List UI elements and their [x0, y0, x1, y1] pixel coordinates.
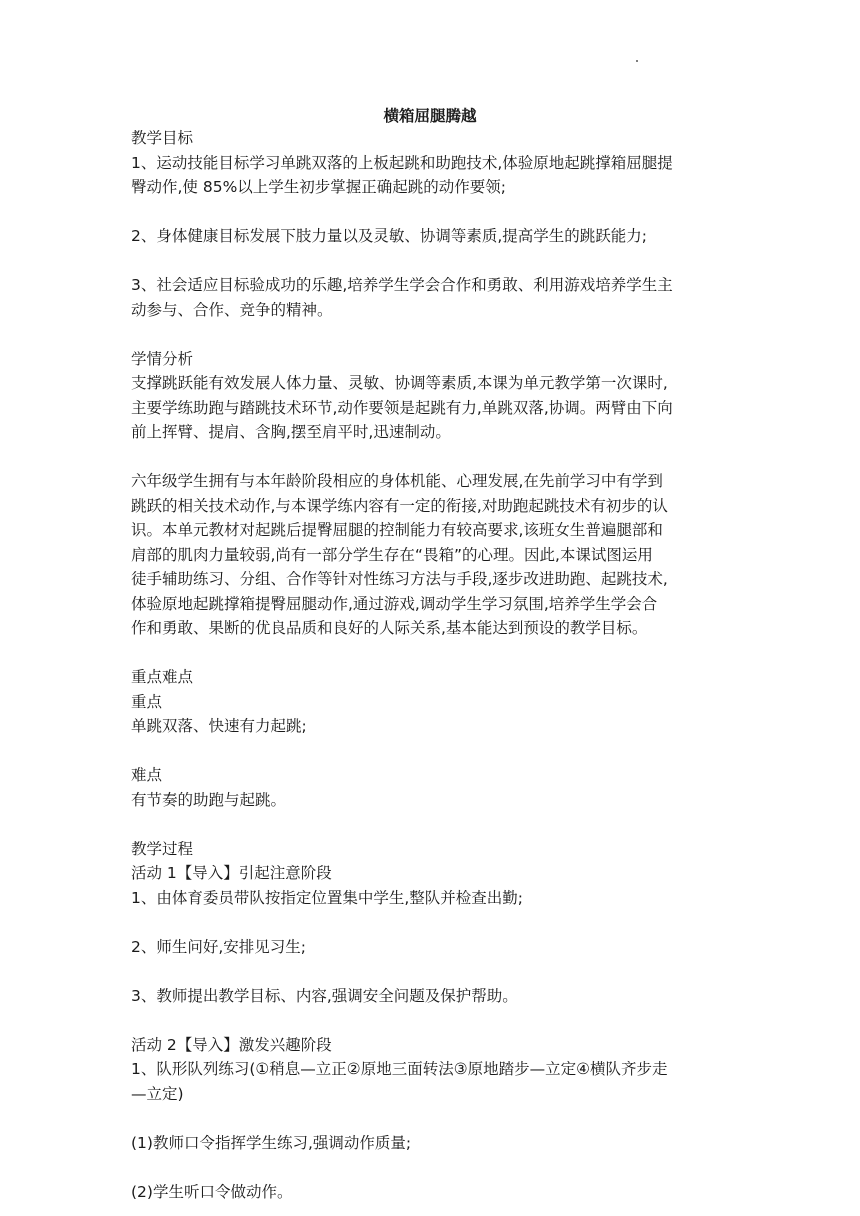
paragraph-gap — [131, 959, 731, 984]
paragraph-gap — [131, 739, 731, 764]
paragraph-gap — [131, 200, 731, 225]
text-line: 活动 1【导入】引起注意阶段 — [131, 864, 332, 882]
text-line: 1、队形队列练习(①稍息—立正②原地三面转法③原地踏步—立定④横队齐步走 — [131, 1060, 668, 1078]
paragraph-gap — [131, 1106, 731, 1131]
paragraph-gap — [131, 1155, 731, 1180]
paragraph — [131, 763, 731, 812]
text-line: (1)教师口令指挥学生练习,强调动作质量; — [131, 1133, 412, 1152]
paragraph — [131, 469, 731, 641]
paragraph — [131, 273, 731, 322]
paragraph — [131, 347, 731, 445]
text-line: 难点 — [131, 766, 163, 784]
text-line: 动参与、合作、竞争的精神。 — [131, 300, 333, 319]
text-line: 1、运动技能目标学习单跳双落的上板起跳和助跑技术,体验原地起跳撑箱屈腿提 — [131, 153, 673, 172]
paragraph — [131, 1131, 731, 1156]
paragraph-gap — [131, 1008, 731, 1033]
paragraph — [131, 126, 731, 200]
text-line: 肩部的肌肉力量较弱,尚有一部分学生存在“畏箱”的心理。因此,本课试图运用 — [131, 545, 653, 564]
document-body — [131, 126, 731, 1204]
text-line: 重点难点 — [131, 668, 194, 686]
paragraph — [131, 665, 731, 739]
text-line: (2)学生听口令做动作。 — [131, 1182, 293, 1201]
text-line: 1、由体育委员带队按指定位置集中学生,整队并检查出勤; — [131, 888, 524, 907]
paragraph-gap — [131, 812, 731, 837]
paragraph-gap — [131, 445, 731, 470]
text-line: 教学目标 — [131, 129, 194, 147]
paragraph-gap — [131, 322, 731, 347]
text-line: 3、社会适应目标验成功的乐趣,培养学生学会合作和勇敢、利用游戏培养学生主 — [131, 276, 673, 294]
paragraph — [131, 837, 731, 911]
text-line: 活动 2【导入】激发兴趣阶段 — [131, 1035, 332, 1054]
text-line: 徒手辅助练习、分组、合作等针对性练习方法与手段,逐步改进助跑、起跳技术, — [131, 570, 668, 588]
text-line: 识。本单元教材对起跳后提臀屈腿的控制能力有较高要求,该班女生普遍腿部和 — [131, 521, 663, 539]
text-line: 重点 — [131, 692, 163, 711]
text-line: 作和勇敢、果断的优良品质和良好的人际关系,基本能达到预设的教学目标。 — [131, 619, 648, 637]
text-line: 教学过程 — [131, 839, 194, 858]
text-line: 2、师生问好,安排见习生; — [131, 937, 307, 956]
text-line: 单跳双落、快速有力起跳; — [131, 717, 307, 735]
text-line: 臀动作,使 85%以上学生初步掌握正确起跳的动作要领; — [131, 178, 507, 196]
text-line: 学情分析 — [131, 349, 194, 368]
text-line: —立定) — [131, 1084, 184, 1103]
text-line: 主要学练助跑与踏跳技术环节,动作要领是起跳有力,单跳双落,协调。两臂由下向 — [131, 398, 673, 417]
page-dot-mark — [636, 60, 638, 62]
paragraph — [131, 224, 731, 249]
paragraph-gap — [131, 641, 731, 666]
paragraph — [131, 935, 731, 960]
paragraph-gap — [131, 910, 731, 935]
paragraph — [131, 1033, 731, 1107]
text-line: 有节奏的助跑与起跳。 — [131, 790, 287, 809]
text-line: 3、教师提出教学目标、内容,强调安全问题及保护帮助。 — [131, 986, 518, 1005]
paragraph — [131, 984, 731, 1009]
text-line: 六年级学生拥有与本年龄阶段相应的身体机能、心理发展,在先前学习中有学到 — [131, 472, 663, 490]
text-line: 跳跃的相关技术动作,与本课学练内容有一定的衔接,对助跑起跳技术有初步的认 — [131, 496, 668, 515]
text-line: 体验原地起跳撑箱提臀屈腿动作,通过游戏,调动学生学习氛围,培养学生学会合 — [131, 594, 658, 613]
text-line: 2、身体健康目标发展下肢力量以及灵敏、协调等素质,提高学生的跳跃能力; — [131, 227, 648, 245]
paragraph — [131, 1180, 731, 1205]
text-line: 前上挥臂、提肩、含胸,摆至肩平时,迅速制动。 — [131, 423, 451, 441]
text-line: 支撑跳跃能有效发展人体力量、灵敏、协调等素质,本课为单元教学第一次课时, — [131, 374, 668, 392]
paragraph-gap — [131, 249, 731, 274]
document-title: 横箱屈腿腾越 — [383, 107, 477, 125]
